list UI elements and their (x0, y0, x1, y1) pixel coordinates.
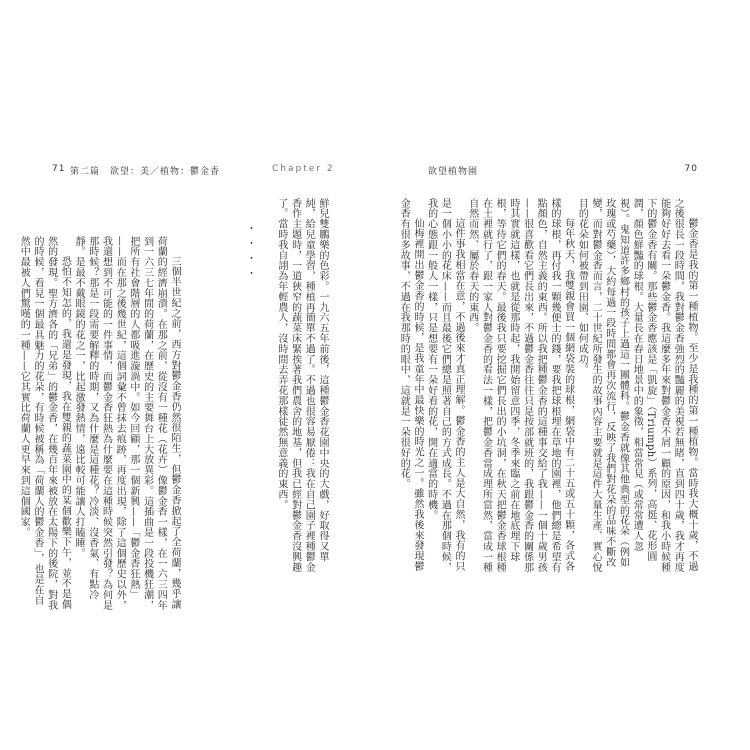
book-title: 欲望植物園 (428, 167, 479, 177)
left-body-top (196, 198, 329, 573)
section-break: ．．．． (238, 226, 254, 293)
paragraph: 這件事我相當在意，不過後來才真正理解。鬱金香的主人是大自然，我有的只是一個小小的花床——而且最後它們總是照著自己的方式成長。不過在那個時候，我的心態跟一般人一樣，只是想要有一朵好看的花，開在適當的時機。 (425, 198, 465, 573)
right-body (398, 198, 698, 573)
paragraph: 鬱金香是我的第一種植物。至少是我種的第一種植物。當時我大概十歲，不過之後很長一段時間，我對鬱金香強烈的豔麗的美視若無睹，直到四十歲，我才再度能夠好好去看一朵鬱金香。我這麼多年來對鬱金香不屑一顧的原因，和我小時候種下的鬱金香有關。那些鬱金香應該是「凱旋」（Triumph）系列，高挺、花形圓潤，顏色鮮豔的球根。大量長在春日地景中的象徵，相當常見（或常常遭人忽視）。鬼知道許多鄉村的孩子上過這一團體科。鬱金香就像其他典型的花朵（例如玫瑰或芍藥），大約每過一段時間都會再次流行，反映了我們對花朵的品味不斷改變，而對鬱金香而言，二十世紀所發生的故事內容主要就是這件大量生產、實心悅目的花朵如何被帶到田園、如何成功。 (576, 198, 697, 573)
left-body-bottom (18, 236, 181, 611)
paragraph: 仙梅裡開出鬱金香的時候，是我童年中最快樂的時光之一。雖然我後來發現鬱金香有很多故事，不過在我那時的眼中，這就是一朵很好的花。 (398, 198, 423, 572)
paragraph: 鮮兒雙鵬樂的色彩。一九六五年前後，這種鬱金香花園中央的大戲，好取得又單純，給兒童學習，種植再簡單不過了。不過也很容易厭倦：我在自己園子裡種鬱金香作主題時，一道狹窄的蔬菜床緊挨著我們農舍的地基，但我已經對鬱金香沒興趣了。當時我自詡為年輕農人，沒時間去弄花那樣徒然無意義的東西。 (275, 198, 328, 573)
right-page (375, 0, 750, 750)
paragraph: 每年秋天，我雙親會買一個網袋裝的球根，網袋中有二十五或五十顆，各式各樣的球根，再付我一顆幾便士的錢，要我把球根埋在草地的園裡，他們總是希望有點顏色，自然主義的東西。所以我把種鬱金香的這種事交給了我——一個十歲男孩——很喜歡看它們長出來，不過鬱金香往往只是按部就班的，我跟鬱金香的關係那時其實就這樣，也就是從那時起，我開始留意四季，冬季來臨之前在地底埋下球根，等待它們的春天。最後我只要挖掘它們長出的小坑洞，在秋天把鬱金香球根種在土裡就行了，跟一家人對鬱金香的看法一樣，把鬱金香當成理所當然，當成一種自然而然、屬於春天的東西。 (466, 198, 574, 573)
page-number: 71 (52, 164, 66, 174)
paragraph: 恐怕不知怎的，我還是發現，我在雙親的蔬菜園中的某個歡樂下午，並不是偶然的發現。聖方濟各的「兄弟」的鬱金香，在幾百年來被放在太陽下的後院，對我的時候，看見一個最具魅力的花朵，有時候被稱為「荷蘭人的鬱金香」，也是在自然中最被人們驚嘆的一種——它其實比荷蘭人更早來到這個國家。 (18, 236, 71, 611)
chapter-label: Chapter 2 (272, 164, 335, 174)
paragraph: 三個半世紀之前，西方對鬱金香仍然很陌生，但鬱金香掀起了全荷蘭，幾乎讓荷蘭的經濟崩潰。在那之前，從沒有一種花（花卉）像鬱金香一樣，在一六三四年到一六三七年間的荷蘭，在歷史的主要舞台上大放異彩。這插曲是一段投機狂潮，把所有社會階層的人都吸進漩渦中。如今回顧，那一個新興——「鬱金香狂熱」——而在那之後幾世紀，這個詞彙不曾抹去痕跡，再度出現，除了這個歷史以外，我還想到不可能的一件事情，而鬱金香狂熱為什麼要在這種時候突然引發？為何是那時候？那是一段需要解釋的時期，又為什麼是這種花？冷淡、沒香氣、有點冷靜。是最不戴眼鏡的花之一，比起激發熱情，遠比較可能讓人打瞌睡。 (73, 236, 180, 611)
page-number: 70 (684, 164, 698, 174)
section-title: 第二篇 欲望：美／植物：鬱金香 (70, 167, 221, 177)
